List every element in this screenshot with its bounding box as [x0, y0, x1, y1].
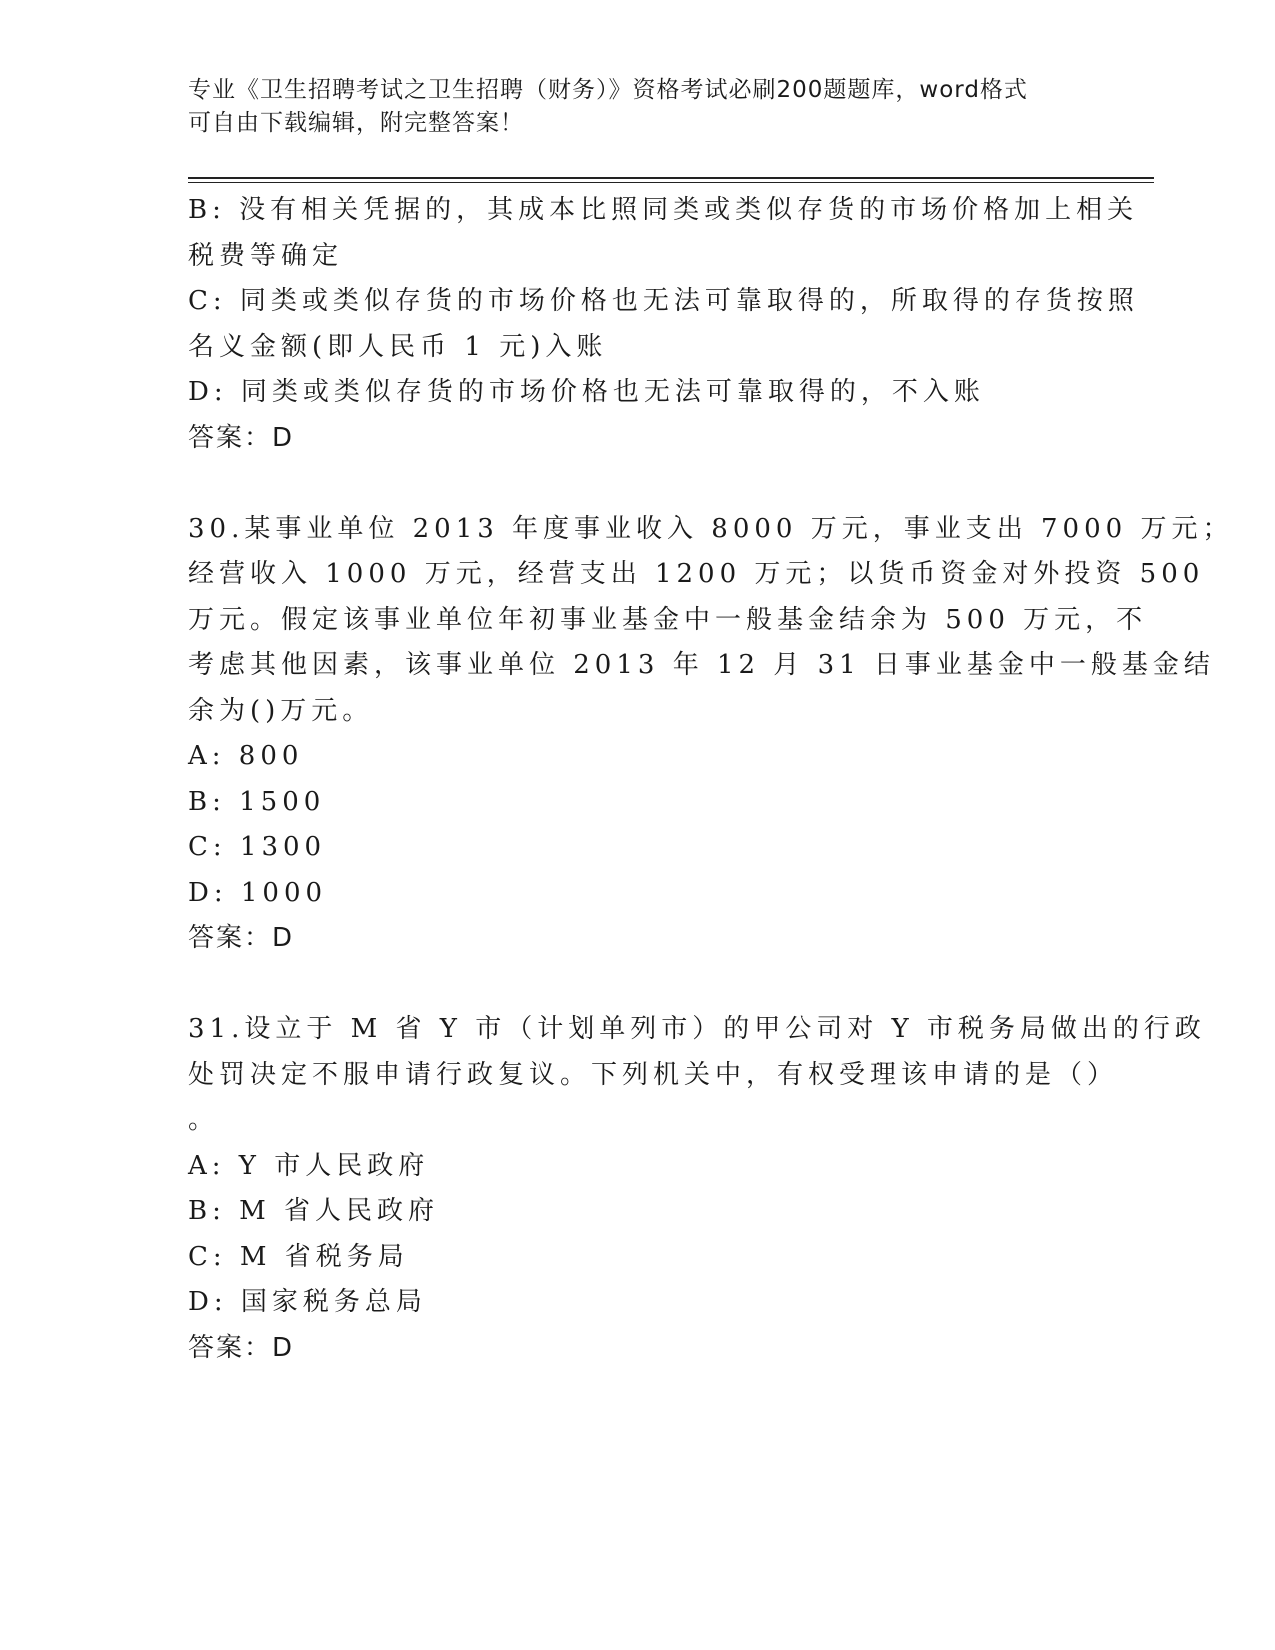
question-stem-line-3: 万元。假定该事业单位年初事业基金中一般基金结余为 500 万元，不 — [188, 604, 1148, 635]
header-title-line-2: 可自由下载编辑，附完整答案！ — [188, 110, 524, 136]
header-title-line-1: 专业《卫生招聘考试之卫生招聘（财务）》资格考试必刷200题题库，word格式 — [188, 77, 1028, 103]
option-b-line-2: 税费等确定 — [188, 240, 344, 271]
option-a: A: 800 — [188, 741, 304, 771]
question-30 — [188, 507, 1234, 962]
question-stem-line-4: 考虑其他因素，该事业单位 2013 年 12 月 31 日事业基金中一般基金结 — [188, 650, 1215, 680]
question-stem-line-2: 处罚决定不服申请行政复议。下列机关中，有权受理该申请的是（） — [188, 1059, 1119, 1090]
question-stem-line-1: 30.某事业单位 2013 年度事业收入 8000 万元，事业支出 7000 万元； — [188, 513, 1234, 544]
question-stem-line-1: 31.设立于 M 省 Y 市（计划单列市）的甲公司对 Y 市税务局做出的行政 — [188, 1014, 1206, 1044]
question-stem-line-5: 余为()万元。 — [188, 695, 374, 726]
page-header — [188, 74, 1068, 140]
spacer — [188, 962, 1078, 1008]
option-c: C: 1300 — [188, 832, 327, 862]
answer-label: 答案：D — [188, 923, 295, 953]
spacer — [188, 461, 1078, 507]
answer-label: 答案：D — [188, 422, 295, 453]
option-c-line-2: 名义金额(即人民币 1 元)入账 — [188, 331, 608, 362]
option-c-line-1: C: 同类或类似存货的市场价格也无法可靠取得的，所取得的存货按照 — [188, 286, 1139, 316]
option-c: C: M 省税务局 — [188, 1241, 409, 1272]
option-b-line-1: B: 没有相关凭据的，其成本比照同类或类似存货的市场价格加上相关 — [188, 195, 1139, 225]
question-stem-line-3: 。 — [188, 1105, 220, 1135]
option-a: A: Y 市人民政府 — [188, 1150, 430, 1181]
question-stem-line-2: 经营收入 1000 万元，经营支出 1200 万元；以货币资金对外投资 500 — [188, 559, 1205, 589]
option-d: D: 国家税务总局 — [188, 1287, 427, 1317]
question-29-continuation — [188, 188, 1139, 461]
option-d: D: 同类或类似存货的市场价格也无法可靠取得的，不入账 — [188, 377, 985, 407]
option-b: B: 1500 — [188, 786, 326, 817]
option-b: B: M 省人民政府 — [188, 1196, 440, 1226]
answer-label: 答案：D — [188, 1332, 295, 1363]
option-d: D: 1000 — [188, 877, 328, 908]
header-divider — [188, 177, 1154, 183]
question-31 — [188, 1007, 1206, 1371]
question-content — [188, 188, 1234, 1371]
